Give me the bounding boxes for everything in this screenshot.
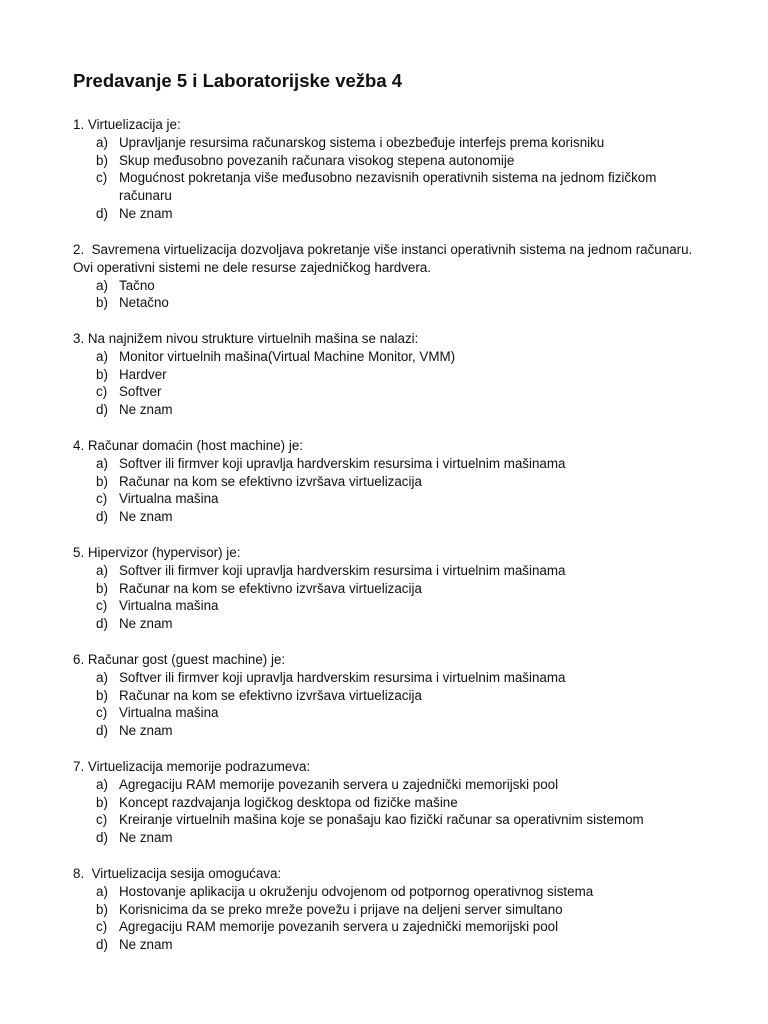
option-letter: c) — [96, 919, 108, 935]
option-item — [73, 883, 703, 901]
option-text: Ne znam — [119, 509, 173, 525]
option-letter: b) — [96, 473, 108, 489]
option-text: Mogućnost pokretanja više međusobno nezavisnih operativnih sistema na jednom fizičkom računaru — [119, 170, 657, 204]
option-item — [73, 508, 703, 526]
option-text: Softver ili firmver koji upravlja hardverskim resursima i virtuelnim mašinama — [119, 669, 566, 685]
option-text: Upravljanje resursima računarskog sistema i obezbeđuje interfejs prema korisniku — [119, 134, 605, 150]
question-5 — [73, 544, 703, 633]
option-letter: a) — [96, 883, 108, 899]
option-letter: d) — [96, 723, 108, 739]
option-text: Tačno — [119, 277, 155, 293]
question-8 — [73, 865, 703, 954]
question-text: 7. Virtuelizacija memorije podrazumeva: — [73, 759, 311, 774]
option-letter: c) — [96, 491, 108, 507]
option-letter: a) — [96, 776, 108, 792]
option-text: Virtualna mašina — [119, 705, 219, 721]
option-list — [73, 669, 703, 740]
option-letter: a) — [96, 455, 108, 471]
option-item — [73, 918, 703, 936]
option-list — [73, 134, 703, 223]
option-letter: b) — [96, 366, 108, 382]
question-7 — [73, 758, 703, 847]
option-list — [73, 455, 703, 526]
option-letter: b) — [96, 580, 108, 596]
option-letter: c) — [96, 170, 108, 186]
option-text: Agregaciju RAM memorije povezanih servera u zajednički memorijski pool — [119, 919, 559, 935]
option-list — [73, 348, 703, 419]
option-text: Softver ili firmver koji upravlja hardverskim resursima i virtuelnim mašinama — [119, 562, 566, 578]
option-letter: b) — [96, 295, 108, 311]
option-letter: c) — [96, 598, 108, 614]
option-item — [73, 383, 703, 401]
question-text: 8. Virtuelizacija sesija omogućava: — [73, 866, 282, 881]
question-2 — [73, 241, 703, 312]
option-text: Ne znam — [119, 937, 173, 953]
option-letter: a) — [96, 134, 108, 150]
option-letter: c) — [96, 812, 108, 828]
option-item — [73, 811, 703, 829]
option-letter: d) — [96, 402, 108, 418]
question-text: 4. Računar domaćin (host machine) je: — [73, 438, 303, 453]
question-text: 6. Računar gost (guest machine) je: — [73, 652, 286, 667]
question-3 — [73, 330, 703, 419]
option-item — [73, 152, 703, 170]
option-text: Monitor virtuelnih mašina(Virtual Machine Monitor, VMM) — [119, 348, 456, 364]
option-item — [73, 936, 703, 954]
option-letter: d) — [96, 616, 108, 632]
option-text: Ne znam — [119, 402, 173, 418]
option-text: Softver — [119, 384, 162, 400]
option-letter: d) — [96, 937, 108, 953]
option-text: Koncept razdvajanja logičkog desktopa od fizičke mašine — [119, 794, 458, 810]
option-letter: a) — [96, 669, 108, 685]
option-list — [73, 776, 703, 847]
option-item — [73, 829, 703, 847]
question-text: 3. Na najnižem nivou strukture virtuelnih mašina se nalazi: — [73, 331, 419, 346]
option-text: Ne znam — [119, 723, 173, 739]
option-item — [73, 277, 703, 295]
option-item — [73, 205, 703, 223]
option-letter: d) — [96, 830, 108, 846]
option-item — [73, 348, 703, 366]
option-text: Kreiranje virtuelnih mašina koje se ponašaju kao fizički računar sa operativnim sistemom — [119, 812, 644, 828]
option-item — [73, 562, 703, 580]
option-item — [73, 294, 703, 312]
option-text: Ne znam — [119, 616, 173, 632]
option-letter: b) — [96, 152, 108, 168]
option-item — [73, 687, 703, 705]
option-list — [73, 277, 703, 313]
option-item — [73, 776, 703, 794]
option-text: Virtualna mašina — [119, 491, 219, 507]
option-letter: d) — [96, 509, 108, 525]
option-letter: b) — [96, 794, 108, 810]
option-item — [73, 901, 703, 919]
option-letter: a) — [96, 277, 108, 293]
option-item — [73, 580, 703, 598]
option-text: Ne znam — [119, 205, 173, 221]
option-list — [73, 562, 703, 633]
option-item — [73, 401, 703, 419]
option-letter: d) — [96, 205, 108, 221]
option-letter: b) — [96, 687, 108, 703]
question-text: 1. Virtuelizacija je: — [73, 117, 181, 132]
option-letter: a) — [96, 348, 108, 364]
option-item — [73, 490, 703, 508]
option-item — [73, 455, 703, 473]
option-text: Hardver — [119, 366, 167, 382]
question-text: 2. Savremena virtuelizacija dozvoljava pokretanje više instanci operativnih sistema na jednom računaru. Ovi operativni sistemi ne dele resurse zajedničkog hardvera. — [73, 242, 696, 275]
option-text: Hostovanje aplikacija u okruženju odvojenom od potpornog operativnog sistema — [119, 883, 594, 899]
option-text: Korisnicima da se preko mreže povežu i prijave na deljeni server simultano — [119, 901, 563, 917]
option-item — [73, 794, 703, 812]
document-title: Predavanje 5 i Laboratorijske vežba 4 — [73, 70, 403, 91]
option-item — [73, 169, 703, 205]
option-text: Skup međusobno povezanih računara visokog stepena autonomije — [119, 152, 515, 168]
question-6 — [73, 651, 703, 740]
option-text: Virtualna mašina — [119, 598, 219, 614]
question-4 — [73, 437, 703, 526]
option-text: Softver ili firmver koji upravlja hardverskim resursima i virtuelnim mašinama — [119, 455, 566, 471]
option-item — [73, 615, 703, 633]
option-text: Računar na kom se efektivno izvršava virtuelizacija — [119, 687, 422, 703]
option-text: Netačno — [119, 295, 169, 311]
option-list — [73, 883, 703, 954]
option-item — [73, 597, 703, 615]
option-letter: c) — [96, 705, 108, 721]
option-letter: a) — [96, 562, 108, 578]
option-item — [73, 704, 703, 722]
option-text: Agregaciju RAM memorije povezanih servera u zajednički memorijski pool — [119, 776, 559, 792]
question-1 — [73, 116, 703, 223]
option-text: Računar na kom se efektivno izvršava virtuelizacija — [119, 473, 422, 489]
option-item — [73, 473, 703, 491]
option-item — [73, 669, 703, 687]
option-item — [73, 722, 703, 740]
option-text: Ne znam — [119, 830, 173, 846]
option-item — [73, 134, 703, 152]
option-letter: c) — [96, 384, 108, 400]
option-item — [73, 366, 703, 384]
option-text: Računar na kom se efektivno izvršava virtuelizacija — [119, 580, 422, 596]
option-letter: b) — [96, 901, 108, 917]
question-text: 5. Hipervizor (hypervisor) je: — [73, 545, 241, 560]
